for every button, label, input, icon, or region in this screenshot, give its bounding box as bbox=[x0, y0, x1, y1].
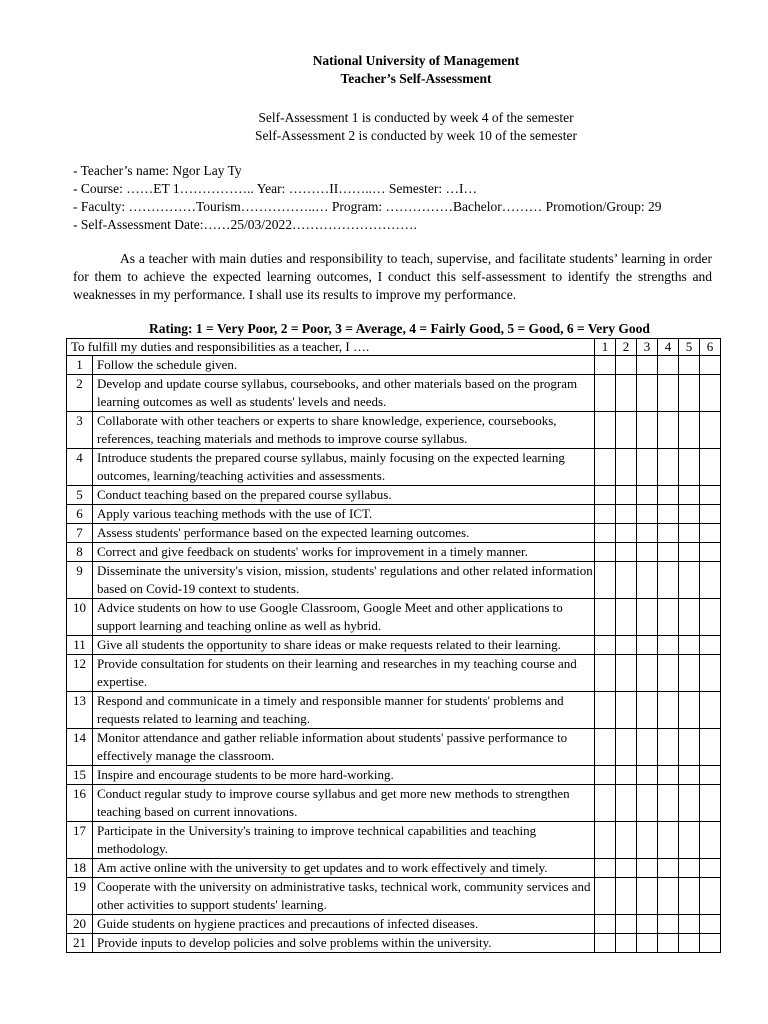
rating-cell-1[interactable] bbox=[595, 859, 616, 878]
rating-cell-3[interactable] bbox=[637, 785, 658, 822]
rating-cell-3[interactable] bbox=[637, 524, 658, 543]
table-row bbox=[67, 524, 721, 543]
rating-cell-4[interactable] bbox=[658, 785, 679, 822]
rating-cell-4[interactable] bbox=[658, 934, 679, 953]
rating-cell-4[interactable] bbox=[658, 375, 679, 412]
row-statement: Develop and update course syllabus, coursebooks, and other materials based on the program learning outcomes as well as students' levels and needs. bbox=[93, 375, 595, 412]
row-statement: Respond and communicate in a timely and responsible manner for students' problems and requests related to learning and teaching. bbox=[93, 692, 595, 729]
rating-cell-4[interactable] bbox=[658, 543, 679, 562]
rating-cell-6[interactable] bbox=[700, 412, 721, 449]
rating-cell-3[interactable] bbox=[637, 599, 658, 636]
university-name: National University of Management bbox=[312, 53, 520, 68]
rating-cell-5[interactable] bbox=[679, 599, 700, 636]
rating-cell-1[interactable] bbox=[595, 934, 616, 953]
row-number: 17 bbox=[67, 822, 93, 859]
rating-cell-1[interactable] bbox=[595, 543, 616, 562]
rating-cell-4[interactable] bbox=[658, 915, 679, 934]
faculty-line: - Faculty: ……………Tourism……………..… Program: ……………Bachelor……… Promotion/Group: 29 bbox=[73, 199, 662, 214]
table-row bbox=[67, 562, 721, 599]
score-header-5: 5 bbox=[679, 339, 700, 356]
row-number: 4 bbox=[67, 449, 93, 486]
rating-cell-5[interactable] bbox=[679, 878, 700, 915]
rating-cell-3[interactable] bbox=[637, 562, 658, 599]
row-statement: Give all students the opportunity to share ideas or make requests related to their learning. bbox=[93, 636, 595, 655]
rating-cell-4[interactable] bbox=[658, 562, 679, 599]
rating-cell-4[interactable] bbox=[658, 766, 679, 785]
row-statement: Assess students' performance based on the expected learning outcomes. bbox=[93, 524, 595, 543]
rating-cell-3[interactable] bbox=[637, 729, 658, 766]
rating-cell-1[interactable] bbox=[595, 729, 616, 766]
rating-cell-3[interactable] bbox=[637, 356, 658, 375]
row-number: 6 bbox=[67, 505, 93, 524]
row-number: 20 bbox=[67, 915, 93, 934]
rating-cell-5[interactable] bbox=[679, 766, 700, 785]
rating-cell-3[interactable] bbox=[637, 505, 658, 524]
rating-cell-5[interactable] bbox=[679, 729, 700, 766]
row-statement: Provide inputs to develop policies and solve problems within the university. bbox=[93, 934, 595, 953]
rating-cell-3[interactable] bbox=[637, 486, 658, 505]
rating-cell-6[interactable] bbox=[700, 692, 721, 729]
rating-cell-6[interactable] bbox=[700, 486, 721, 505]
row-statement: Am active online with the university to get updates and to work effectively and timely. bbox=[93, 859, 595, 878]
rating-cell-1[interactable] bbox=[595, 822, 616, 859]
rating-cell-4[interactable] bbox=[658, 356, 679, 375]
rating-cell-3[interactable] bbox=[637, 915, 658, 934]
rating-cell-4[interactable] bbox=[658, 599, 679, 636]
row-statement: Collaborate with other teachers or experts to share knowledge, experience, coursebooks, references, teaching materials and methods to improve course syllabus. bbox=[93, 412, 595, 449]
rating-cell-2[interactable] bbox=[616, 655, 637, 692]
table-row bbox=[67, 822, 721, 859]
rating-cell-4[interactable] bbox=[658, 412, 679, 449]
table-row bbox=[67, 505, 721, 524]
rating-cell-4[interactable] bbox=[658, 692, 679, 729]
rating-cell-1[interactable] bbox=[595, 486, 616, 505]
rating-cell-4[interactable] bbox=[658, 822, 679, 859]
rating-cell-5[interactable] bbox=[679, 562, 700, 599]
rating-cell-3[interactable] bbox=[637, 859, 658, 878]
rating-cell-5[interactable] bbox=[679, 934, 700, 953]
rating-cell-5[interactable] bbox=[679, 486, 700, 505]
row-statement: Disseminate the university's vision, mission, students' regulations and other related information based on Covid-19 context to students. bbox=[93, 562, 595, 599]
row-statement: Monitor attendance and gather reliable information about students' passive performance to effectively manage the classroom. bbox=[93, 729, 595, 766]
table-row bbox=[67, 934, 721, 953]
rating-cell-1[interactable] bbox=[595, 655, 616, 692]
row-statement: Conduct regular study to improve course syllabus and get more new methods to strengthen teaching based on current innovations. bbox=[93, 785, 595, 822]
row-statement: Participate in the University's training to improve technical capabilities and teaching methodology. bbox=[93, 822, 595, 859]
table-row bbox=[67, 543, 721, 562]
rating-cell-6[interactable] bbox=[700, 562, 721, 599]
rating-cell-2[interactable] bbox=[616, 505, 637, 524]
rating-cell-1[interactable] bbox=[595, 692, 616, 729]
rating-cell-4[interactable] bbox=[658, 449, 679, 486]
table-row bbox=[67, 356, 721, 375]
rating-cell-2[interactable] bbox=[616, 692, 637, 729]
course-line: - Course: ……ET 1…………….. Year: ………II……..… Semester: …I… bbox=[73, 181, 477, 196]
rating-cell-6[interactable] bbox=[700, 822, 721, 859]
rating-cell-2[interactable] bbox=[616, 599, 637, 636]
rating-cell-3[interactable] bbox=[637, 878, 658, 915]
row-statement: Advice students on how to use Google Classroom, Google Meet and other applications to support learning and teaching online as well as hybrid. bbox=[93, 599, 595, 636]
score-header-3: 3 bbox=[637, 339, 658, 356]
rating-cell-5[interactable] bbox=[679, 524, 700, 543]
rating-cell-4[interactable] bbox=[658, 859, 679, 878]
rating-cell-2[interactable] bbox=[616, 412, 637, 449]
rating-cell-2[interactable] bbox=[616, 636, 637, 655]
row-statement: Introduce students the prepared course syllabus, mainly focusing on the expected learning outcomes, learning/teaching activities and assessments. bbox=[93, 449, 595, 486]
row-number: 13 bbox=[67, 692, 93, 729]
rating-cell-5[interactable] bbox=[679, 449, 700, 486]
rating-cell-5[interactable] bbox=[679, 543, 700, 562]
rating-cell-1[interactable] bbox=[595, 449, 616, 486]
row-statement: Guide students on hygiene practices and precautions of infected diseases. bbox=[93, 915, 595, 934]
rating-cell-2[interactable] bbox=[616, 766, 637, 785]
rating-cell-5[interactable] bbox=[679, 655, 700, 692]
rating-cell-4[interactable] bbox=[658, 524, 679, 543]
row-statement: Follow the schedule given. bbox=[93, 356, 595, 375]
table-row bbox=[67, 486, 721, 505]
row-number: 5 bbox=[67, 486, 93, 505]
rating-cell-1[interactable] bbox=[595, 915, 616, 934]
rating-cell-5[interactable] bbox=[679, 636, 700, 655]
rating-cell-6[interactable] bbox=[700, 599, 721, 636]
rating-cell-1[interactable] bbox=[595, 766, 616, 785]
rating-cell-2[interactable] bbox=[616, 785, 637, 822]
rating-scale: Rating: 1 = Very Poor, 2 = Poor, 3 = Average, 4 = Fairly Good, 5 = Good, 6 = Very Good bbox=[149, 321, 650, 336]
rating-cell-1[interactable] bbox=[595, 785, 616, 822]
row-number: 15 bbox=[67, 766, 93, 785]
table-row bbox=[67, 785, 721, 822]
rating-cell-5[interactable] bbox=[679, 785, 700, 822]
row-number: 12 bbox=[67, 655, 93, 692]
rating-cell-6[interactable] bbox=[700, 524, 721, 543]
rating-cell-2[interactable] bbox=[616, 934, 637, 953]
row-number: 1 bbox=[67, 356, 93, 375]
rating-cell-4[interactable] bbox=[658, 486, 679, 505]
rating-cell-1[interactable] bbox=[595, 375, 616, 412]
table-row bbox=[67, 878, 721, 915]
table-row bbox=[67, 859, 721, 878]
rating-cell-2[interactable] bbox=[616, 822, 637, 859]
row-number: 16 bbox=[67, 785, 93, 822]
rating-cell-5[interactable] bbox=[679, 505, 700, 524]
score-header-6: 6 bbox=[700, 339, 721, 356]
table-row bbox=[67, 655, 721, 692]
rating-cell-5[interactable] bbox=[679, 356, 700, 375]
row-statement: Conduct teaching based on the prepared course syllabus. bbox=[93, 486, 595, 505]
table-header-row bbox=[67, 339, 721, 356]
rating-cell-1[interactable] bbox=[595, 636, 616, 655]
rating-cell-4[interactable] bbox=[658, 878, 679, 915]
rating-cell-1[interactable] bbox=[595, 599, 616, 636]
rating-cell-5[interactable] bbox=[679, 915, 700, 934]
assessment-date-line: - Self-Assessment Date:……25/03/2022………………………. bbox=[73, 217, 417, 232]
row-statement: Correct and give feedback on students' works for improvement in a timely manner. bbox=[93, 543, 595, 562]
table-row bbox=[67, 412, 721, 449]
rating-cell-5[interactable] bbox=[679, 822, 700, 859]
row-statement: Provide consultation for students on their learning and researches in my teaching course and expertise. bbox=[93, 655, 595, 692]
row-number: 11 bbox=[67, 636, 93, 655]
rating-cell-6[interactable] bbox=[700, 915, 721, 934]
rating-cell-3[interactable] bbox=[637, 766, 658, 785]
row-statement: Cooperate with the university on administrative tasks, technical work, community services and other activities to support students' learning. bbox=[93, 878, 595, 915]
table-row bbox=[67, 636, 721, 655]
row-statement: Inspire and encourage students to be more hard-working. bbox=[93, 766, 595, 785]
table-row bbox=[67, 692, 721, 729]
rating-cell-3[interactable] bbox=[637, 375, 658, 412]
row-number: 10 bbox=[67, 599, 93, 636]
row-number: 2 bbox=[67, 375, 93, 412]
score-header-4: 4 bbox=[658, 339, 679, 356]
rating-cell-2[interactable] bbox=[616, 915, 637, 934]
rating-cell-6[interactable] bbox=[700, 655, 721, 692]
rating-cell-6[interactable] bbox=[700, 729, 721, 766]
rating-cell-2[interactable] bbox=[616, 356, 637, 375]
rating-cell-3[interactable] bbox=[637, 636, 658, 655]
teacher-name-line: - Teacher’s name: Ngor Lay Ty bbox=[73, 163, 242, 178]
rating-cell-4[interactable] bbox=[658, 505, 679, 524]
table-row bbox=[67, 915, 721, 934]
rating-cell-6[interactable] bbox=[700, 636, 721, 655]
rating-cell-1[interactable] bbox=[595, 356, 616, 375]
rating-cell-1[interactable] bbox=[595, 524, 616, 543]
score-header-1: 1 bbox=[595, 339, 616, 356]
row-number: 7 bbox=[67, 524, 93, 543]
row-number: 21 bbox=[67, 934, 93, 953]
rating-cell-6[interactable] bbox=[700, 543, 721, 562]
rating-cell-4[interactable] bbox=[658, 636, 679, 655]
rating-cell-6[interactable] bbox=[700, 785, 721, 822]
rating-cell-1[interactable] bbox=[595, 878, 616, 915]
rating-cell-3[interactable] bbox=[637, 822, 658, 859]
rating-cell-2[interactable] bbox=[616, 878, 637, 915]
table-row bbox=[67, 375, 721, 412]
rating-cell-6[interactable] bbox=[700, 375, 721, 412]
row-number: 18 bbox=[67, 859, 93, 878]
rating-cell-3[interactable] bbox=[637, 692, 658, 729]
table-row bbox=[67, 449, 721, 486]
row-number: 14 bbox=[67, 729, 93, 766]
rating-cell-5[interactable] bbox=[679, 412, 700, 449]
table-header-statement: To fulfill my duties and responsibilities as a teacher, I …. bbox=[67, 339, 595, 356]
table-row bbox=[67, 766, 721, 785]
table-row bbox=[67, 729, 721, 766]
rating-cell-5[interactable] bbox=[679, 692, 700, 729]
rating-cell-6[interactable] bbox=[700, 878, 721, 915]
document-title: Teacher’s Self-Assessment bbox=[340, 71, 492, 86]
intro-paragraph: As a teacher with main duties and responsibility to teach, supervise, and facilitate students’ learning in order for them to achieve the expected learning outcomes, I conduct this self-assessment to identify the strengths and weaknesses in my performance. I shall use its results to improve my performance. bbox=[73, 251, 712, 302]
rating-cell-5[interactable] bbox=[679, 375, 700, 412]
rating-cell-4[interactable] bbox=[658, 655, 679, 692]
rating-cell-3[interactable] bbox=[637, 449, 658, 486]
rating-cell-3[interactable] bbox=[637, 655, 658, 692]
rating-cell-6[interactable] bbox=[700, 505, 721, 524]
rating-cell-5[interactable] bbox=[679, 859, 700, 878]
rating-cell-3[interactable] bbox=[637, 543, 658, 562]
rating-cell-2[interactable] bbox=[616, 449, 637, 486]
rating-cell-2[interactable] bbox=[616, 543, 637, 562]
rating-cell-6[interactable] bbox=[700, 859, 721, 878]
rating-cell-1[interactable] bbox=[595, 562, 616, 599]
rating-cell-4[interactable] bbox=[658, 729, 679, 766]
rating-cell-1[interactable] bbox=[595, 505, 616, 524]
row-number: 9 bbox=[67, 562, 93, 599]
rating-cell-3[interactable] bbox=[637, 412, 658, 449]
rating-cell-2[interactable] bbox=[616, 486, 637, 505]
rating-cell-6[interactable] bbox=[700, 934, 721, 953]
self-assessment-table bbox=[66, 338, 721, 953]
rating-cell-1[interactable] bbox=[595, 412, 616, 449]
row-number: 19 bbox=[67, 878, 93, 915]
rating-cell-2[interactable] bbox=[616, 375, 637, 412]
table-row bbox=[67, 599, 721, 636]
schedule-note-1: Self-Assessment 1 is conducted by week 4 of the semester bbox=[258, 110, 574, 125]
rating-cell-2[interactable] bbox=[616, 524, 637, 543]
rating-cell-3[interactable] bbox=[637, 934, 658, 953]
row-statement: Apply various teaching methods with the use of ICT. bbox=[93, 505, 595, 524]
rating-cell-6[interactable] bbox=[700, 449, 721, 486]
rating-cell-2[interactable] bbox=[616, 729, 637, 766]
rating-cell-6[interactable] bbox=[700, 766, 721, 785]
schedule-note-2: Self-Assessment 2 is conducted by week 10 of the semester bbox=[254, 128, 578, 143]
score-header-2: 2 bbox=[616, 339, 637, 356]
rating-cell-2[interactable] bbox=[616, 859, 637, 878]
row-number: 3 bbox=[67, 412, 93, 449]
row-number: 8 bbox=[67, 543, 93, 562]
rating-cell-2[interactable] bbox=[616, 562, 637, 599]
rating-cell-6[interactable] bbox=[700, 356, 721, 375]
